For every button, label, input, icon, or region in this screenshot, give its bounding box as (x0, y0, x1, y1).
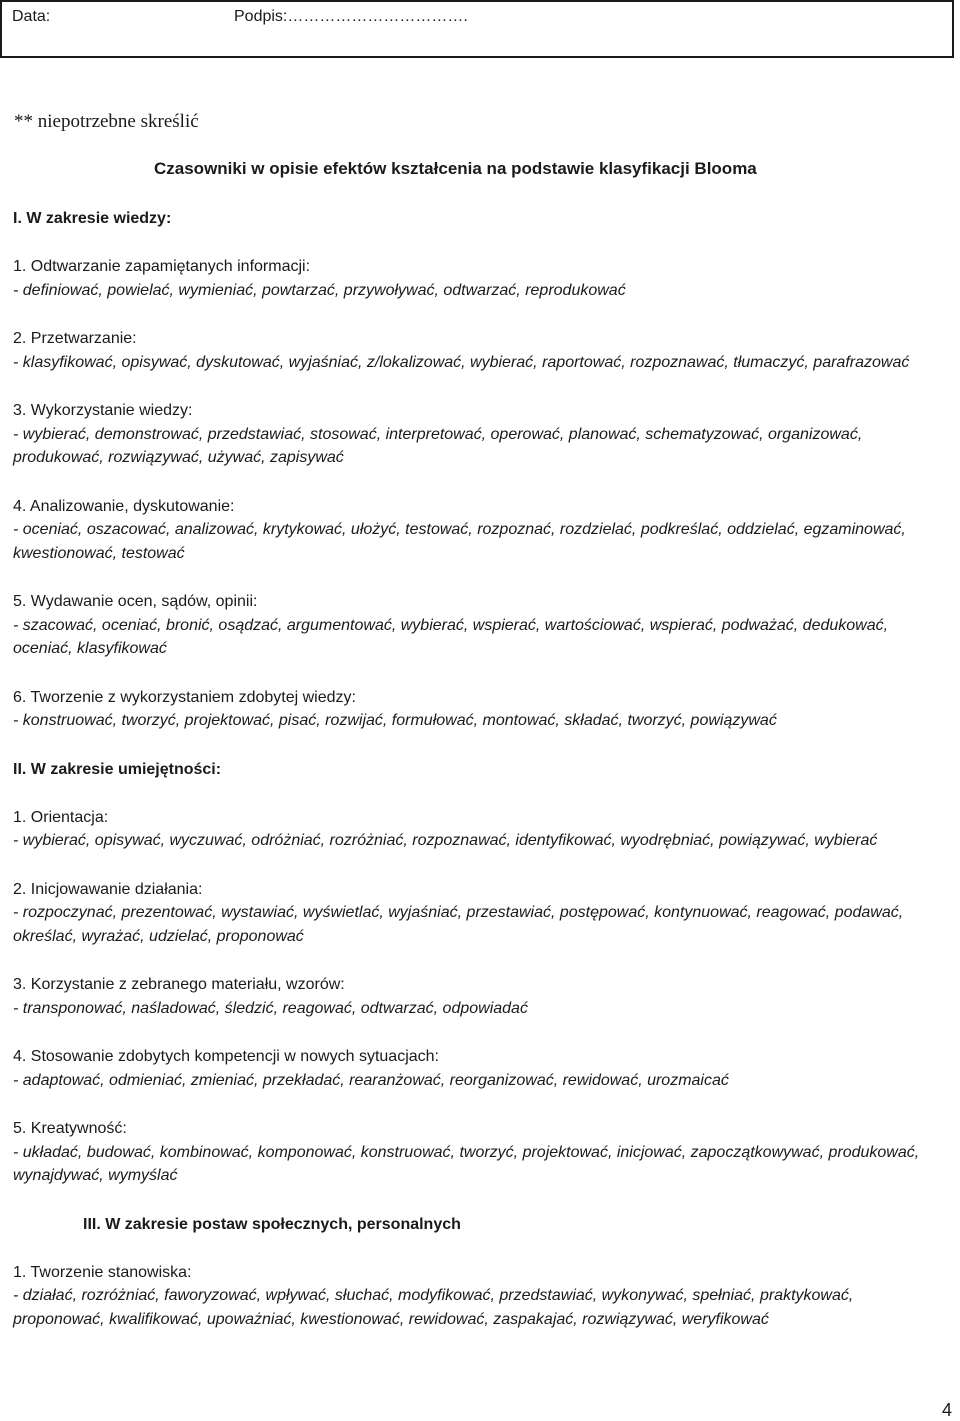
page-number: 4 (941, 1400, 952, 1420)
item-heading: 3. Wykorzystanie wiedzy: (13, 402, 193, 419)
item-verbs: - oceniać, oszacować, analizować, krytykować, ułożyć, testować, rozpoznać, rozdzielać, podkreślać, oddzielać, egzaminować, kwestionować, testować (13, 521, 906, 562)
list-item (13, 686, 943, 733)
item-heading: 1. Odtwarzanie zapamiętanych informacji: (13, 258, 311, 275)
item-heading: 5. Wydawanie ocen, sądów, opinii: (13, 593, 258, 610)
list-item (13, 590, 943, 661)
item-verbs: - szacować, oceniać, bronić, osądzać, argumentować, wybierać, wspierać, wartościować, wspierać, podważać, dedukować, oceniać, klasyfikować (13, 616, 889, 657)
item-verbs: - układać, budować, kombinować, komponować, konstruować, tworzyć, projektować, inicjować, zapoczątkowywać, produkować, wynajdywać, wymyślać (13, 1143, 920, 1184)
item-verbs: - konstruować, tworzyć, projektować, pisać, rozwijać, formułować, montować, składać, tworzyć, powiązywać (13, 712, 777, 729)
list-item (13, 399, 943, 470)
section-heading-knowledge: I. W zakresie wiedzy: (13, 210, 172, 227)
item-heading: 1. Orientacja: (13, 808, 109, 826)
list-item (13, 1261, 943, 1332)
list-item (13, 1117, 943, 1188)
item-heading: 4. Analizowanie, dyskutowanie: (13, 497, 235, 515)
item-verbs: - transponować, naśladować, śledzić, reagować, odtwarzać, odpowiadać (13, 999, 528, 1017)
date-label: Data: (12, 8, 51, 25)
strike-note: ** niepotrzebne skreślić (14, 111, 199, 132)
section-heading-skills: II. W zakresie umiejętności: (13, 760, 222, 778)
item-verbs: - definiować, powielać, wymieniać, powtarzać, przywoływać, odtwarzać, reprodukować (13, 281, 626, 299)
header-box (0, 0, 954, 58)
item-heading: 6. Tworzenie z wykorzystaniem zdobytej wiedzy: (13, 688, 356, 706)
list-item (13, 806, 943, 853)
item-heading: 5. Kreatywność: (13, 1120, 127, 1137)
list-item (13, 495, 943, 566)
document-body (13, 207, 943, 1331)
item-heading: 2. Inicjowawanie działania: (13, 880, 203, 898)
list-item (13, 973, 943, 1020)
list-item (13, 327, 943, 374)
item-heading: 3. Korzystanie z zebranego materiału, wzorów: (13, 976, 345, 993)
document-title: Czasowniki w opisie efektów kształcenia na podstawie klasyfikacji Blooma (154, 159, 757, 178)
item-verbs: - rozpoczynać, prezentować, wystawiać, wyświetlać, wyjaśniać, przestawiać, postępować, kontynuować, reagować, podawać, określać, wyrażać, udzielać, proponować (13, 904, 904, 945)
list-item (13, 1045, 943, 1092)
item-verbs: - wybierać, opisywać, wyczuwać, odróżniać, rozróżniać, rozpoznawać, identyfikować, wyodrębniać, powiązywać, wybierać (13, 832, 878, 849)
signature-label: Podpis:……………………………. (234, 8, 468, 25)
item-heading: 2. Przetwarzanie: (13, 330, 137, 347)
section-heading-attitudes: III. W zakresie postaw społecznych, personalnych (83, 1215, 461, 1233)
list-item (13, 255, 943, 302)
item-verbs: - adaptować, odmieniać, zmieniać, przekładać, rearanżować, reorganizować, rewidować, urozmaicać (13, 1071, 729, 1089)
list-item (13, 878, 943, 949)
item-verbs: - klasyfikować, opisywać, dyskutować, wyjaśniać, z/lokalizować, wybierać, raportować, rozpoznawać, tłumaczyć, parafrazować (13, 353, 910, 371)
item-verbs: - wybierać, demonstrować, przedstawiać, stosować, interpretować, operować, planować, schematyzować, organizować, produkować, rozwiązywać, używać, zapisywać (13, 425, 863, 466)
item-heading: 4. Stosowanie zdobytych kompetencji w nowych sytuacjach: (13, 1048, 439, 1065)
item-heading: 1. Tworzenie stanowiska: (13, 1263, 192, 1281)
item-verbs: - działać, rozróżniać, faworyzować, wpływać, słuchać, modyfikować, przedstawiać, wykonywać, spełniać, praktykować, proponować, kwalifikować, upoważniać, kwestionować, rewidować, zaspakajać, rozwiązywać, weryfikować (13, 1287, 854, 1328)
